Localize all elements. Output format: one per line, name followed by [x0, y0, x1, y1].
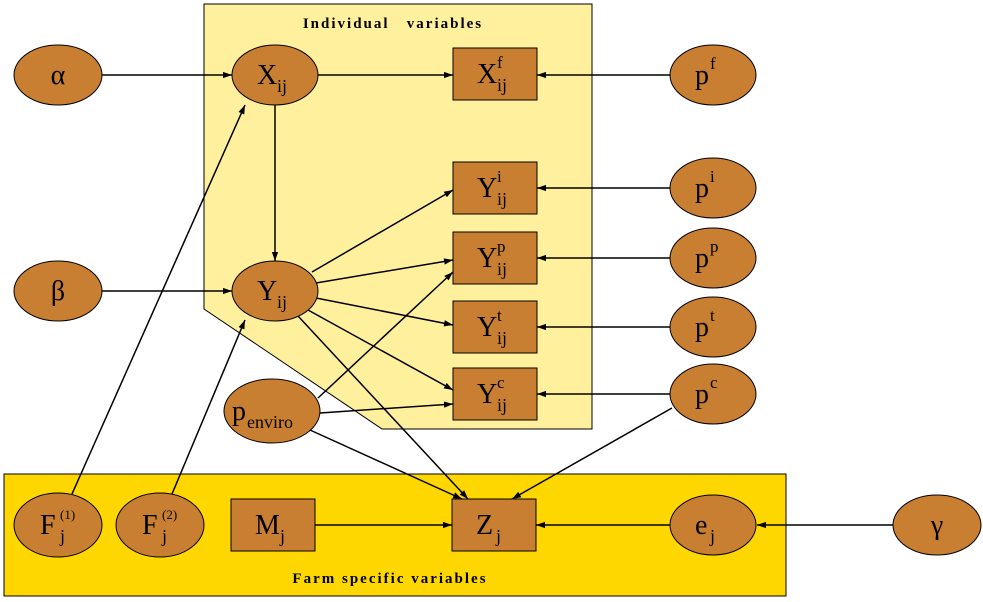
node-subscript: j [60, 526, 66, 546]
node-f1 [14, 493, 102, 557]
node-label: e [695, 510, 708, 541]
node-subscript: ij [497, 259, 508, 279]
node-superscript: t [710, 306, 715, 325]
node-subscript: j [280, 526, 286, 546]
node-label: X [477, 59, 498, 90]
node-superscript: i [710, 167, 715, 186]
node-f2 [116, 493, 204, 557]
node-label: X [257, 60, 278, 91]
node-pc [670, 364, 756, 424]
node-subscript: ij [277, 292, 288, 312]
farm-specific-title: Farm specific variables [292, 571, 488, 587]
node-penviro [224, 379, 320, 443]
node-superscript: (2) [162, 507, 178, 522]
node-subscript: ij [497, 395, 508, 415]
node-superscript: i [497, 167, 502, 186]
node-subscript: enviro [247, 412, 293, 432]
node-xij [232, 45, 318, 105]
node-superscript: p [497, 237, 506, 256]
node-pf [670, 45, 756, 105]
node-label: Y [477, 379, 498, 410]
node-label: Z [476, 510, 494, 541]
node-subscript: ij [497, 328, 508, 348]
node-subscript: j [162, 526, 168, 546]
node-label: Y [477, 243, 498, 274]
node-yijt [453, 301, 537, 353]
node-superscript: p [710, 237, 719, 256]
node-ej [670, 495, 756, 555]
node-subscript: j [496, 526, 502, 546]
node-label: p [695, 379, 709, 410]
node-superscript: c [497, 373, 505, 392]
node-label: α [50, 60, 66, 91]
node-subscript: ij [277, 76, 288, 96]
node-beta [14, 261, 102, 321]
node-superscript: f [497, 53, 503, 72]
node-subscript: ij [497, 75, 508, 95]
node-ellipse [14, 493, 102, 557]
node-label: Y [477, 173, 498, 204]
node-yij [232, 261, 318, 321]
node-label: p [695, 312, 709, 343]
node-mj [231, 499, 315, 551]
node-yiji [453, 162, 537, 214]
node-label: M [255, 510, 280, 541]
node-alpha [14, 45, 102, 105]
node-pt [670, 297, 756, 357]
node-gamma [893, 495, 981, 555]
node-label: F [40, 510, 56, 541]
node-subscript: ij [497, 189, 508, 209]
node-label: p [232, 396, 246, 427]
node-subscript: j [710, 526, 716, 546]
node-superscript: f [710, 54, 716, 73]
node-label: p [695, 243, 709, 274]
node-label: F [142, 510, 158, 541]
node-ellipse [670, 495, 756, 555]
node-pp [670, 228, 756, 288]
node-superscript: t [497, 306, 502, 325]
node-label: Y [257, 276, 278, 307]
node-yijp [453, 232, 537, 284]
node-superscript: c [710, 373, 718, 392]
individual-variables-title: Individual variables [302, 16, 484, 32]
node-xijf [453, 48, 537, 100]
node-label: p [695, 173, 709, 204]
node-pi [670, 158, 756, 218]
node-label: Y [477, 312, 498, 343]
node-superscript: (1) [60, 507, 76, 522]
node-ellipse [116, 493, 204, 557]
node-label: β [50, 276, 66, 307]
node-label: γ [930, 510, 944, 541]
node-label: p [695, 60, 709, 91]
node-zj [452, 499, 536, 551]
node-box [452, 499, 536, 551]
node-yijc [453, 368, 537, 420]
